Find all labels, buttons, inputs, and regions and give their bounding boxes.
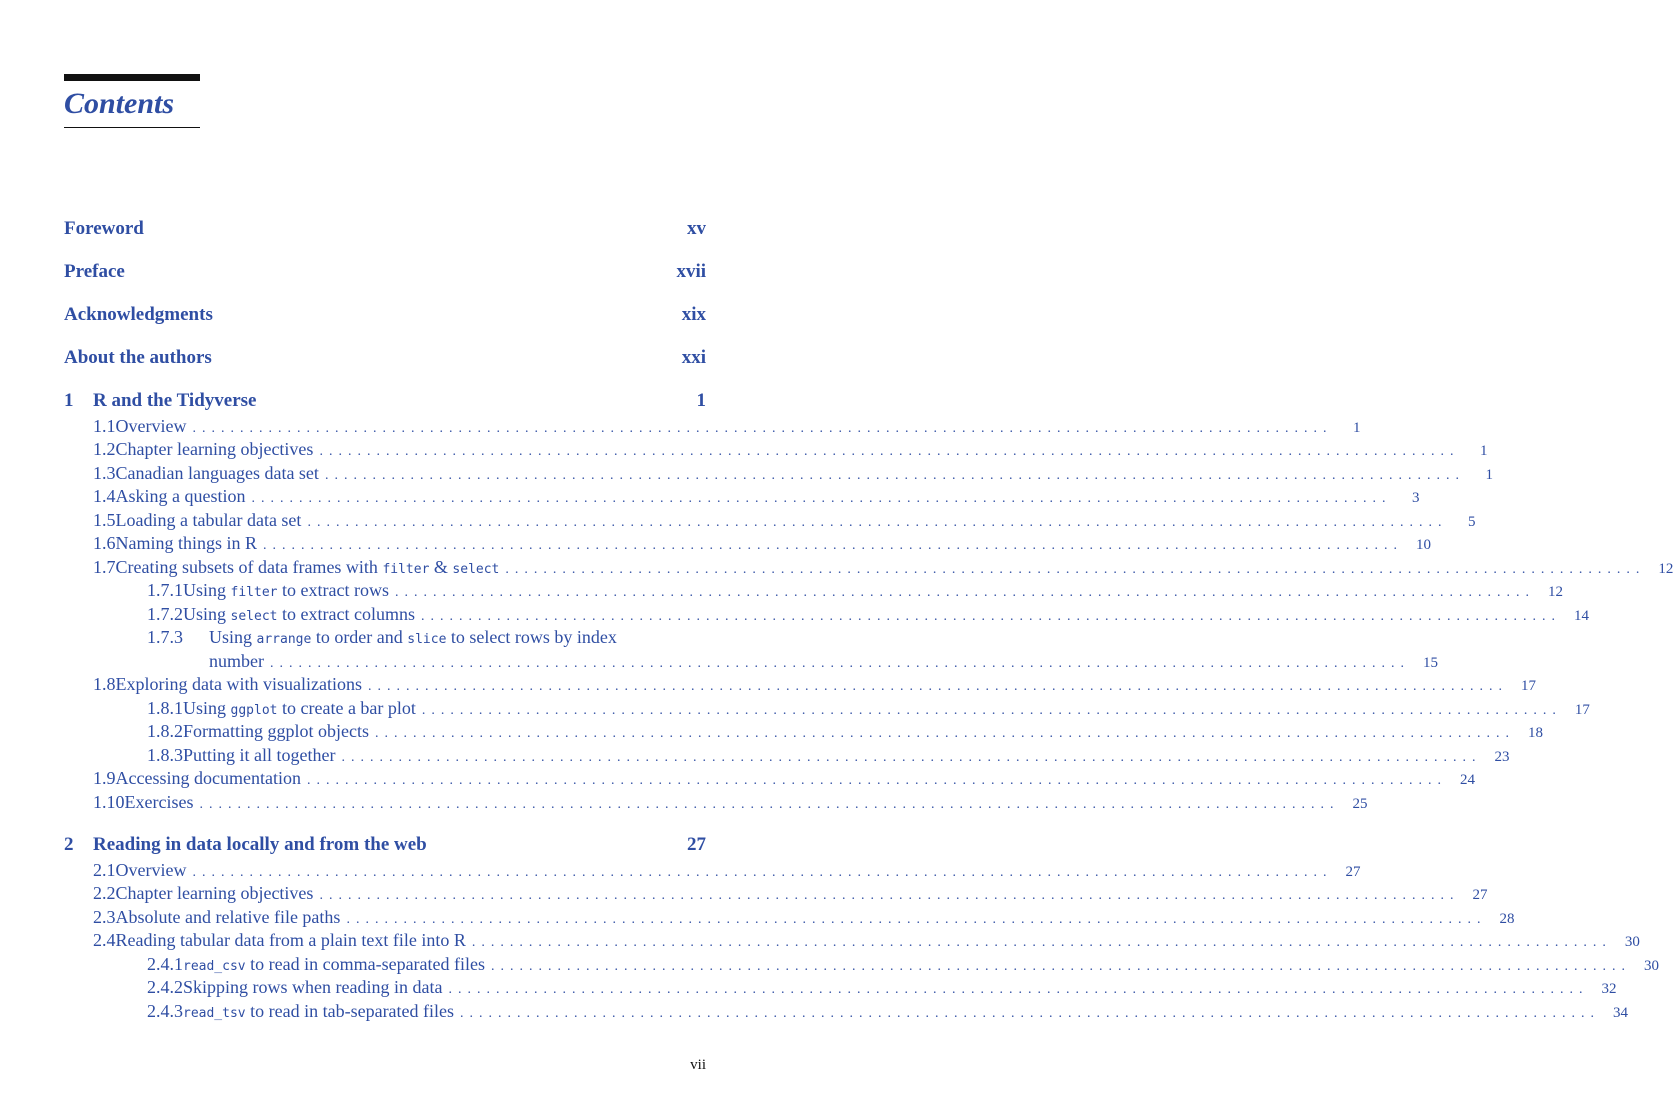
toc-entry[interactable] — [147, 580, 1563, 601]
toc-entry[interactable] — [147, 977, 1617, 998]
title-text: Formatting ggplot objects — [183, 721, 369, 741]
title-text: to read in tab-separated files — [245, 1001, 455, 1021]
toc-entry[interactable] — [147, 1001, 1629, 1022]
toc-entry-title — [116, 768, 301, 789]
toc-entry-number: 2.4.2 — [147, 977, 183, 997]
code-term: ggplot — [230, 703, 278, 718]
toc-entry[interactable] — [93, 768, 1475, 789]
toc-entry-title — [116, 439, 314, 460]
toc-entry-title — [93, 834, 427, 856]
title-text: Using — [183, 604, 231, 624]
dot-leader: ........................................................................................................................ — [420, 609, 1561, 624]
toc-entry-title — [183, 745, 335, 766]
toc-entry[interactable] — [93, 439, 1488, 460]
toc-entry-number: 1.7.1 — [147, 580, 183, 600]
title-text: Foreword — [64, 218, 144, 239]
toc-entry-number: 2 — [64, 834, 74, 855]
toc-entry-title — [183, 580, 389, 601]
title-text: to order and — [311, 627, 408, 647]
toc-entry-number: 1.8.1 — [147, 698, 183, 718]
toc-entry-title — [209, 627, 617, 648]
title-underline — [64, 127, 200, 128]
toc-entry-title — [209, 651, 264, 672]
toc-chapter-entry[interactable] — [64, 218, 706, 240]
toc-entry-number: 1.10 — [93, 792, 125, 812]
dot-leader: ........................................................................................................................ — [505, 562, 1646, 577]
toc-entry[interactable] — [93, 486, 1420, 507]
toc-page-number: xv — [687, 218, 706, 239]
toc-chapter-entry[interactable] — [64, 261, 706, 283]
title-text: Exploring data with visualizations — [115, 674, 362, 694]
dot-leader: ........................................................................................................................ — [269, 656, 1410, 671]
title-text: Reading tabular data from a plain text file into R — [115, 930, 466, 950]
toc-entry-title — [183, 977, 442, 998]
dot-leader: ........................................................................................................................ — [263, 538, 1404, 553]
dot-leader: ........................................................................................................................ — [421, 703, 1562, 718]
code-term: read_csv — [183, 959, 246, 974]
toc-entry-title — [116, 907, 341, 928]
title-text: Canadian languages data set — [115, 463, 319, 483]
toc-entry-title — [116, 557, 500, 578]
toc-entry-number: 2.2 — [93, 883, 116, 903]
toc-entry[interactable] — [93, 557, 1673, 578]
toc-page-number: 3 — [1412, 490, 1420, 506]
toc-entry-number: 1.8.2 — [147, 721, 183, 741]
title-text: to read in comma-separated files — [245, 954, 486, 974]
toc-page-number: 23 — [1494, 749, 1510, 765]
toc-entry-number: 1.7 — [93, 557, 116, 577]
toc-page-number: 25 — [1352, 796, 1368, 812]
toc-entry-number: 1 — [64, 390, 74, 411]
dot-leader: ........................................................................................................................ — [324, 468, 1465, 483]
toc-entry[interactable] — [147, 721, 1543, 742]
title-text: to create a bar plot — [277, 698, 416, 718]
toc-page-number: 30 — [1624, 934, 1640, 950]
toc-chapter-entry[interactable] — [64, 390, 706, 412]
code-term: filter — [230, 585, 278, 600]
toc-entry[interactable] — [93, 792, 1368, 813]
toc-entry-number: 1.1 — [93, 416, 116, 436]
title-text: Using — [209, 627, 257, 647]
code-term: read_tsv — [183, 1006, 246, 1021]
dot-leader: ........................................................................................................................ — [306, 773, 1447, 788]
heading-rule — [64, 74, 200, 81]
toc-entry-title — [116, 463, 319, 484]
dot-leader: ........................................................................................................................ — [307, 515, 1448, 530]
toc-chapter-entry[interactable] — [64, 347, 706, 369]
title-text: Chapter learning objectives — [115, 439, 314, 459]
toc-page-number: 32 — [1601, 981, 1617, 997]
title-text: Exercises — [124, 792, 194, 812]
title-text: to extract rows — [277, 580, 389, 600]
toc-page-number: 1 — [696, 390, 706, 411]
dot-leader: ........................................................................................................................ — [375, 726, 1515, 741]
toc-page-number: 15 — [1422, 655, 1438, 671]
toc-page-number: 12 — [1547, 584, 1563, 600]
toc-page-number: 28 — [1499, 911, 1515, 927]
toc-entry[interactable] — [93, 674, 1536, 695]
toc-entry-title — [116, 674, 362, 695]
toc-entry[interactable] — [93, 883, 1488, 904]
dot-leader: ........................................................................................................................ — [346, 912, 1487, 927]
title-text: Putting it all together — [183, 745, 336, 765]
toc-entry-title — [116, 860, 187, 881]
toc-page-number: 5 — [1467, 514, 1476, 530]
title-text: Absolute and relative file paths — [115, 907, 341, 927]
toc-entry-title — [64, 304, 213, 326]
dot-leader: ........................................................................................................................ — [319, 888, 1460, 903]
toc-page-number: 30 — [1644, 958, 1660, 974]
toc-chapter-entry[interactable] — [64, 304, 706, 326]
code-term: arrange — [256, 632, 312, 647]
toc-entry-title — [183, 1001, 454, 1022]
toc-page-number: 27 — [1472, 887, 1488, 903]
toc-entry-title — [125, 792, 194, 813]
toc-entry[interactable] — [147, 604, 1589, 625]
dot-leader: ........................................................................................................................ — [251, 491, 1392, 506]
title-text: Using — [183, 698, 231, 718]
toc-entry[interactable] — [93, 533, 1432, 554]
toc-page-number: 34 — [1613, 1005, 1629, 1021]
title-text: R and the Tidyverse — [93, 390, 257, 411]
code-term: slice — [407, 632, 447, 647]
dot-leader: ........................................................................................................................ — [460, 1006, 1601, 1021]
toc-entry-number: 1.7.3 — [147, 627, 183, 647]
toc-page-number: xvii — [676, 261, 706, 282]
title-text: Using — [183, 580, 231, 600]
toc-page-number: 12 — [1658, 561, 1673, 577]
toc-entry-number: 1.8 — [93, 674, 116, 694]
toc-page-number: 18 — [1528, 725, 1543, 741]
toc-entry-title — [183, 954, 485, 975]
toc-entry-title — [64, 347, 212, 369]
dot-leader: ........................................................................................................................ — [394, 585, 1535, 600]
toc-entry[interactable] — [147, 745, 1510, 766]
toc-entry-title — [183, 698, 416, 719]
dot-leader: ........................................................................................................................ — [319, 444, 1460, 459]
toc-page-number: 27 — [1345, 864, 1361, 880]
toc-page-number: 10 — [1416, 537, 1432, 553]
dot-leader: ........................................................................................................................ — [471, 935, 1612, 950]
toc-entry-title — [116, 533, 258, 554]
toc-entry-title — [116, 883, 314, 904]
title-text: Asking a question — [115, 486, 246, 506]
toc-entry[interactable] — [93, 510, 1476, 531]
title-text: Skipping rows when reading in data — [183, 977, 443, 997]
toc-page-number: 14 — [1573, 608, 1589, 624]
toc-page-number: xix — [681, 304, 706, 325]
toc-entry-title — [183, 721, 369, 742]
toc-entry-title — [116, 416, 187, 437]
code-term: select — [452, 562, 500, 577]
toc-entry[interactable] — [93, 463, 1493, 484]
toc-entry-title — [93, 390, 256, 412]
title-text: & — [429, 557, 453, 577]
toc-entry[interactable] — [93, 860, 1361, 881]
title-text: to select rows by index — [446, 627, 617, 647]
toc-chapter-entry[interactable] — [64, 834, 706, 856]
toc-entry-number: 1.2 — [93, 439, 116, 459]
toc-entry[interactable] — [147, 627, 706, 648]
toc-entry[interactable] — [147, 954, 1660, 975]
toc-entry-number: 2.1 — [93, 860, 116, 880]
toc-entry[interactable] — [93, 907, 1515, 928]
dot-leader: ........................................................................................................................ — [199, 797, 1340, 812]
title-text: Loading a tabular data set — [115, 510, 302, 530]
title-text: Naming things in R — [115, 533, 258, 553]
dot-leader: ........................................................................................................................ — [192, 421, 1333, 436]
code-term: filter — [382, 562, 430, 577]
toc-entry-title — [116, 486, 246, 507]
toc-entry[interactable] — [209, 651, 1438, 672]
toc-entry-title — [116, 510, 302, 531]
toc-entry-number: 2.3 — [93, 907, 116, 927]
toc-entry-number: 1.3 — [93, 463, 116, 483]
toc-entry[interactable] — [93, 930, 1640, 951]
toc-entry[interactable] — [93, 416, 1361, 437]
toc-entry[interactable] — [147, 698, 1590, 719]
title-text: to extract columns — [277, 604, 415, 624]
toc-entry-title — [116, 930, 466, 951]
title-text: Overview — [115, 416, 187, 436]
title-text: Accessing documentation — [115, 768, 301, 788]
title-text: number — [209, 651, 264, 671]
toc-entry-title — [64, 261, 125, 283]
toc-page-number: xxi — [681, 347, 706, 368]
dot-leader: ........................................................................................................................ — [367, 679, 1508, 694]
title-text: Acknowledgments — [64, 304, 213, 325]
toc-entry-number: 2.4.3 — [147, 1001, 183, 1021]
toc-entry-number: 1.4 — [93, 486, 116, 506]
title-text: Preface — [64, 261, 125, 282]
dot-leader: ........................................................................................................................ — [192, 865, 1333, 880]
title-text: About the authors — [64, 347, 212, 368]
toc-entry-number: 1.5 — [93, 510, 116, 530]
toc-page-number: 1 — [1352, 420, 1361, 436]
dot-leader: ........................................................................................................................ — [448, 982, 1589, 997]
toc-entry-number: 1.8.3 — [147, 745, 183, 765]
toc-page-number: 1 — [1479, 443, 1488, 459]
page-title: Contents — [64, 87, 175, 120]
code-term: select — [230, 609, 278, 624]
title-text: Reading in data locally and from the web — [93, 834, 427, 855]
toc-page-number: 17 — [1574, 702, 1590, 718]
dot-leader: ........................................................................................................................ — [491, 959, 1632, 974]
title-text: Chapter learning objectives — [115, 883, 314, 903]
dot-leader: ........................................................................................................................ — [341, 750, 1482, 765]
toc-entry-title — [64, 218, 144, 240]
toc-page-number: 27 — [687, 834, 706, 855]
toc-page-number: 1 — [1485, 467, 1493, 483]
title-text: Overview — [115, 860, 187, 880]
toc-entry-number: 1.9 — [93, 768, 116, 788]
toc-entry-number: 1.7.2 — [147, 604, 183, 624]
toc-page-number: 17 — [1520, 678, 1536, 694]
toc-entry-title — [183, 604, 415, 625]
toc-entry-number: 2.4.1 — [147, 954, 183, 974]
toc-entry-number: 2.4 — [93, 930, 116, 950]
toc-page-number: 24 — [1459, 772, 1475, 788]
page-number: vii — [690, 1057, 706, 1073]
toc-entry-number: 1.6 — [93, 533, 116, 553]
title-text: Creating subsets of data frames with — [115, 557, 383, 577]
